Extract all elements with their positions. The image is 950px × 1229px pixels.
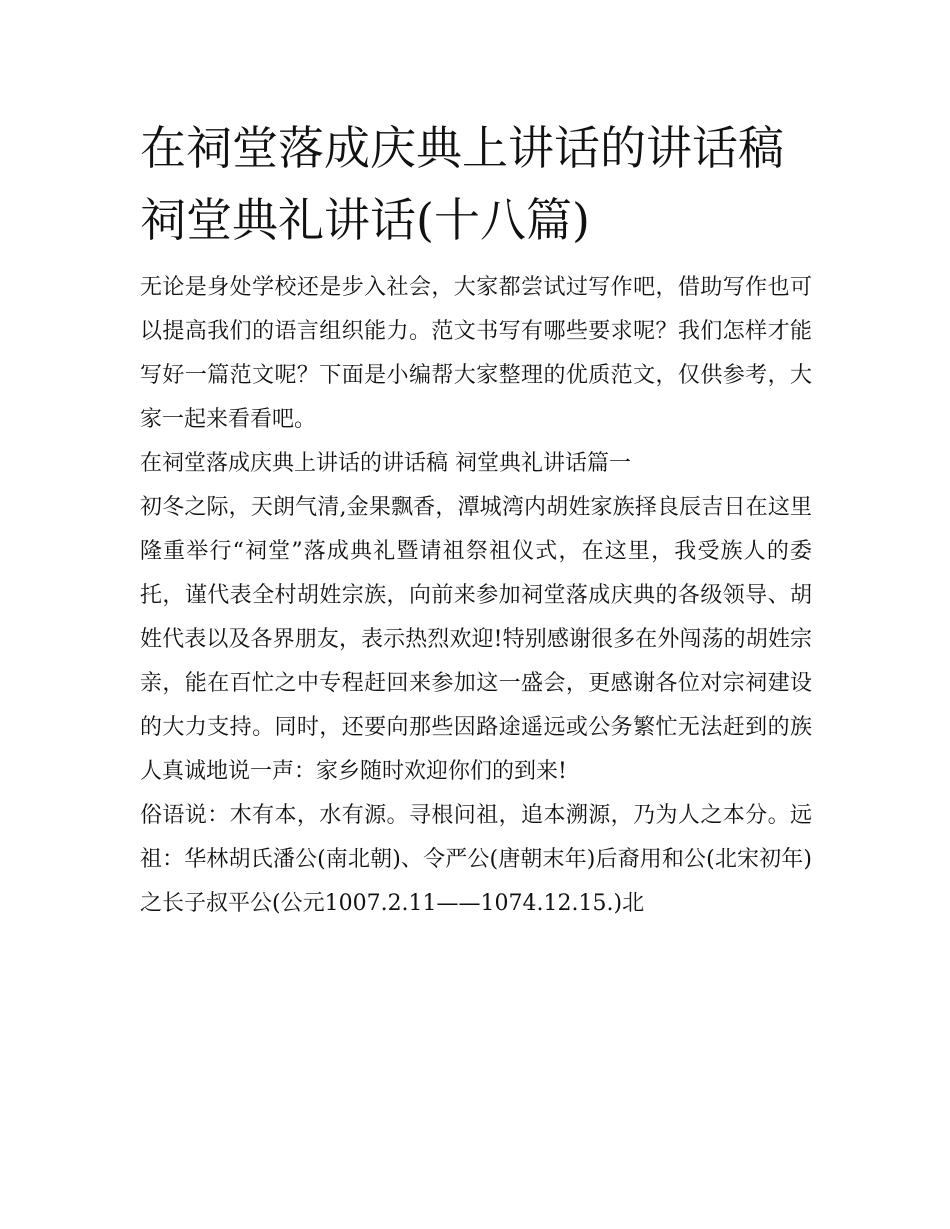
document-title: 在祠堂落成庆典上讲话的讲话稿 祠堂典礼讲话(十八篇) xyxy=(140,121,784,247)
intro-paragraph: 无论是身处学校还是步入社会，大家都尝试过写作吧，借助写作也可以提高我们的语言组织能力。范文书写有哪些要求呢？我们怎样才能写好一篇范文呢？下面是小编帮大家整理的优质范文，仅供参考，大家一起来看看吧。 xyxy=(140,275,812,432)
document-page xyxy=(140,112,812,926)
body-paragraph-1: 初冬之际，天朗气清,金果飘香，潭城湾内胡姓家族择良辰吉日在这里隆重举行“祠堂”落成典礼暨请祖祭祖仪式，在这里，我受族人的委托，谨代表全村胡姓宗族，向前来参加祠堂落成庆典的各级领导、胡姓代表以及各界朋友，表示热烈欢迎!特别感谢很多在外闯荡的胡姓宗亲，能在百忙之中专程赶回来参加这一盛会，更感谢各位对宗祠建设的大力支持。同时，还要向那些因路途遥远或公务繁忙无法赶到的族人真诚地说一声：家乡随时欢迎你们的到来! xyxy=(140,495,812,784)
section-heading: 在祠堂落成庆典上讲话的讲话稿 祠堂典礼讲话篇一 xyxy=(140,451,631,476)
body-paragraph-2: 俗语说：木有本，水有源。寻根问祖，追本溯源，乃为人之本分。远祖：华林胡氏潘公(南北朝)、令严公(唐朝末年)后裔用和公(北宋初年)之长子叔平公(公元1007.2.11——1074.12.15.)北 xyxy=(140,803,812,916)
